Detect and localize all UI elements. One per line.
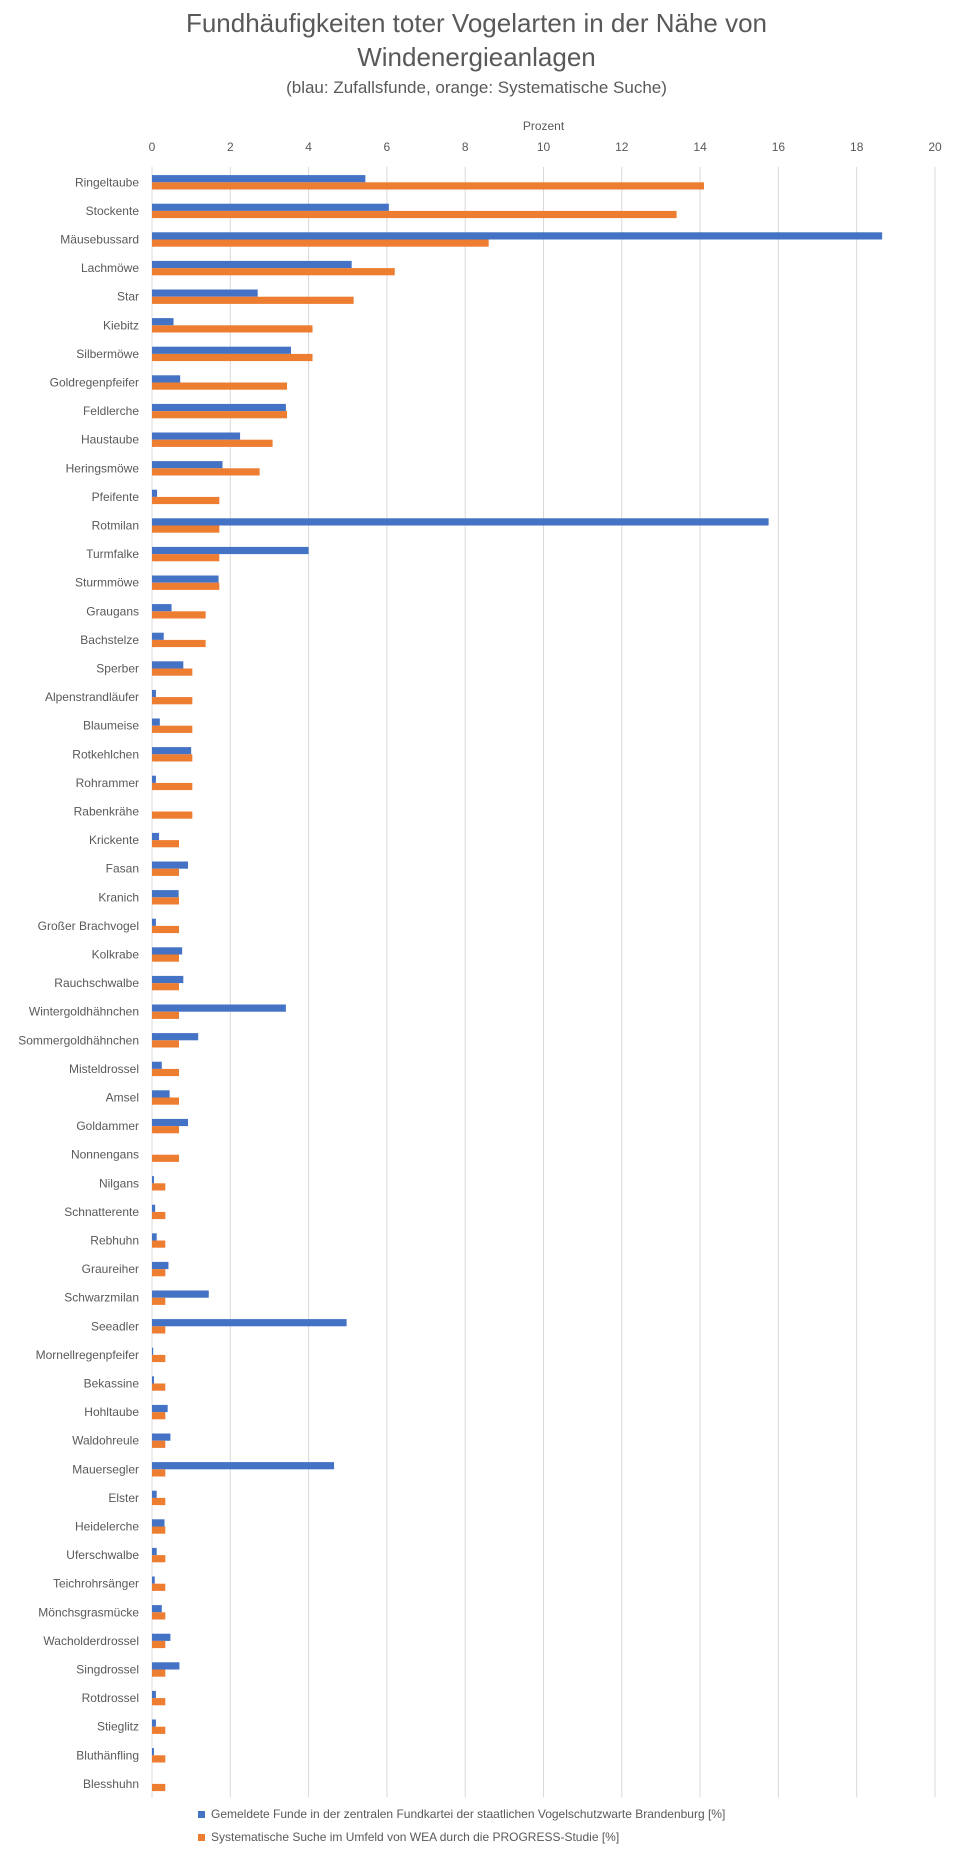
bar-orange xyxy=(152,411,287,418)
bar-blue xyxy=(152,919,156,926)
bar-orange xyxy=(152,1727,165,1734)
bar-orange xyxy=(152,354,313,361)
bar-blue xyxy=(152,1405,168,1412)
category-label: Stieglitz xyxy=(96,1719,139,1734)
bar-orange xyxy=(152,1126,179,1133)
category-label: Blesshuhn xyxy=(82,1776,139,1791)
category-label: Mornellregenpfeifer xyxy=(35,1347,139,1362)
category-label: Krickente xyxy=(88,833,139,848)
bar-orange xyxy=(152,1698,165,1705)
bar-orange xyxy=(152,440,273,447)
bar-orange xyxy=(152,1040,179,1047)
bar-orange xyxy=(152,1012,179,1019)
category-label: Rauchschwalbe xyxy=(54,976,139,991)
bar-orange xyxy=(152,1612,165,1619)
bar-orange xyxy=(152,983,179,990)
x-tick-label: 6 xyxy=(383,140,391,154)
bar-blue xyxy=(152,1548,157,1555)
category-label: Misteldrossel xyxy=(68,1061,139,1076)
bar-orange xyxy=(152,1212,165,1219)
category-label: Graugans xyxy=(86,604,139,619)
chart-title-line2: Windenergieanlagen xyxy=(357,42,596,72)
bar-blue xyxy=(152,719,160,726)
category-label: Haustaube xyxy=(80,432,139,447)
category-label: Fasan xyxy=(105,861,139,876)
bar-blue xyxy=(152,633,164,640)
bar-orange xyxy=(152,1298,165,1305)
bar-blue xyxy=(152,1720,156,1727)
x-tick-label: 18 xyxy=(850,140,864,154)
category-label: Blaumeise xyxy=(82,718,139,733)
category-label: Seeadler xyxy=(90,1319,139,1334)
category-label: Schwarzmilan xyxy=(64,1290,139,1305)
category-label: Bekassine xyxy=(83,1376,139,1391)
bar-blue xyxy=(152,576,219,583)
bar-orange xyxy=(152,554,219,561)
category-label: Star xyxy=(116,289,139,304)
bar-blue xyxy=(152,1376,154,1383)
legend-swatch-blue xyxy=(198,1811,205,1818)
bar-blue xyxy=(152,1062,162,1069)
bar-blue xyxy=(152,1033,198,1040)
bar-orange xyxy=(152,1641,165,1648)
bar-blue xyxy=(152,1205,155,1212)
bar-orange xyxy=(152,1155,179,1162)
category-label: Wintergoldhähnchen xyxy=(28,1004,139,1019)
bar-blue xyxy=(152,318,174,325)
category-label: Sommergoldhähnchen xyxy=(18,1033,139,1048)
category-label: Wacholderdrossel xyxy=(43,1633,139,1648)
category-label: Schnatterente xyxy=(64,1204,139,1219)
category-label: Rohrammer xyxy=(75,775,139,790)
legend-label-series2: Systematische Suche im Umfeld von WEA durch die PROGRESS-Studie [%] xyxy=(211,1830,620,1844)
category-label: Sperber xyxy=(96,661,139,676)
x-tick-label: 10 xyxy=(536,140,551,154)
category-label: Elster xyxy=(108,1490,139,1505)
bar-orange xyxy=(152,325,313,332)
bar-blue xyxy=(152,461,222,468)
bar-blue xyxy=(152,1605,162,1612)
bar-orange xyxy=(152,869,179,876)
bar-blue xyxy=(152,1519,165,1526)
category-label: Ringeltaube xyxy=(74,175,139,190)
category-label: Heringsmöwe xyxy=(65,461,139,476)
category-label: Goldregenpfeifer xyxy=(49,375,139,390)
bar-blue xyxy=(152,604,172,611)
x-axis-label: Prozent xyxy=(522,119,565,133)
bar-orange xyxy=(152,583,219,590)
bar-orange xyxy=(152,1384,165,1391)
category-label: Mönchsgrasmücke xyxy=(38,1605,139,1620)
bar-blue xyxy=(152,1748,154,1755)
bar-blue xyxy=(152,976,183,983)
chart-subtitle: (blau: Zufallsfunde, orange: Systematische Suche) xyxy=(286,78,667,97)
category-label: Rebhuhn xyxy=(90,1233,139,1248)
category-label: Hohltaube xyxy=(84,1405,139,1420)
bar-blue xyxy=(152,261,352,268)
category-label: Goldammer xyxy=(76,1119,139,1134)
bar-orange xyxy=(152,297,354,304)
x-tick-label: 20 xyxy=(928,140,942,154)
legend-label-series1: Gemeldete Funde in der zentralen Fundkartei der staatlichen Vogelschutzwarte Brandenburg [%] xyxy=(211,1807,726,1821)
chart-title-line1: Fundhäufigkeiten toter Vogelarten in der Nähe von xyxy=(185,8,768,38)
bar-blue xyxy=(152,347,291,354)
x-tick-label: 12 xyxy=(615,140,629,154)
bar-blue xyxy=(152,175,365,182)
bar-blue xyxy=(152,1462,334,1469)
bar-orange xyxy=(152,1498,165,1505)
x-tick-label: 2 xyxy=(226,140,234,154)
bar-orange xyxy=(152,1584,165,1591)
bar-blue xyxy=(152,1090,170,1097)
x-tick-label: 8 xyxy=(461,140,469,154)
category-label: Kranich xyxy=(98,890,139,905)
bar-orange xyxy=(152,1183,165,1190)
category-label: Mäusebussard xyxy=(60,232,139,247)
bar-blue xyxy=(152,375,180,382)
bar-blue xyxy=(152,776,156,783)
bar-orange xyxy=(152,1269,165,1276)
bar-orange xyxy=(152,640,206,647)
bar-blue xyxy=(152,1577,155,1584)
bar-blue xyxy=(152,404,286,411)
bar-orange xyxy=(152,526,219,533)
category-label: Teichrohrsänger xyxy=(52,1576,139,1591)
bar-orange xyxy=(152,1784,165,1791)
bar-blue xyxy=(152,1634,170,1641)
bar-orange xyxy=(152,812,192,819)
bar-blue xyxy=(152,518,769,525)
category-label: Rotdrossel xyxy=(81,1691,139,1706)
bar-orange xyxy=(152,754,192,761)
bar-blue xyxy=(152,204,389,211)
bar-orange xyxy=(152,1098,179,1105)
bar-orange xyxy=(152,955,179,962)
category-label: Heidelerche xyxy=(74,1519,139,1534)
category-label: Singdrossel xyxy=(76,1662,139,1677)
category-label: Pfeifente xyxy=(91,489,139,504)
legend-swatch-orange xyxy=(198,1834,205,1841)
bar-orange xyxy=(152,1755,165,1762)
bar-blue xyxy=(152,1005,286,1012)
category-label: Stockente xyxy=(85,203,139,218)
category-label: Graureiher xyxy=(81,1262,139,1277)
bar-orange xyxy=(152,611,206,618)
bar-blue xyxy=(152,947,182,954)
bar-orange xyxy=(152,926,179,933)
legend-item-series1 xyxy=(198,1807,725,1821)
bar-blue xyxy=(152,747,191,754)
bar-orange xyxy=(152,697,192,704)
x-tick-label: 0 xyxy=(148,140,156,154)
bar-orange xyxy=(152,468,260,475)
bar-blue xyxy=(152,1233,157,1240)
bar-orange xyxy=(152,669,192,676)
category-label: Uferschwalbe xyxy=(66,1548,139,1563)
category-label: Bluthänfling xyxy=(76,1748,139,1763)
category-label: Rotkehlchen xyxy=(72,747,139,762)
legend-item-series2 xyxy=(198,1830,619,1844)
x-tick-label: 4 xyxy=(305,140,312,154)
bar-blue xyxy=(152,1262,168,1269)
bar-orange xyxy=(152,897,179,904)
bar-orange xyxy=(152,1555,165,1562)
bar-orange xyxy=(152,1326,165,1333)
bar-orange xyxy=(152,1412,165,1419)
bar-blue xyxy=(152,232,882,239)
category-label: Sturmmöwe xyxy=(74,575,139,590)
category-label: Kiebitz xyxy=(102,318,139,333)
category-label: Mauersegler xyxy=(72,1462,139,1477)
bar-blue xyxy=(152,547,309,554)
category-label: Turmfalke xyxy=(86,547,139,562)
category-label: Alpenstrandläufer xyxy=(44,690,139,705)
bar-blue xyxy=(152,1691,156,1698)
category-label: Silbermöwe xyxy=(76,346,139,361)
category-label: Nonnengans xyxy=(70,1147,139,1162)
category-label: Feldlerche xyxy=(82,404,139,419)
category-label: Rotmilan xyxy=(91,518,139,533)
bar-blue xyxy=(152,290,258,297)
bar-blue xyxy=(152,1348,153,1355)
category-label: Großer Brachvogel xyxy=(37,918,139,933)
bar-orange xyxy=(152,840,179,847)
bar-blue xyxy=(152,1434,170,1441)
bar-orange xyxy=(152,383,287,390)
bar-orange xyxy=(152,1469,165,1476)
x-tick-label: 16 xyxy=(771,140,786,154)
bar-orange xyxy=(152,1670,165,1677)
category-label: Amsel xyxy=(105,1090,139,1105)
bar-orange xyxy=(152,240,489,247)
bar-orange xyxy=(152,1527,165,1534)
bar-blue xyxy=(152,1176,154,1183)
bar-orange xyxy=(152,1355,165,1362)
bar-orange xyxy=(152,1241,165,1248)
bar-orange xyxy=(152,726,192,733)
category-label: Rabenkrähe xyxy=(73,804,139,819)
category-label: Lachmöwe xyxy=(80,261,139,276)
bar-blue xyxy=(152,1291,209,1298)
bar-blue xyxy=(152,433,240,440)
bar-blue xyxy=(152,1491,157,1498)
bar-blue xyxy=(152,661,183,668)
category-label: Bachstelze xyxy=(80,632,139,647)
bar-blue xyxy=(152,1662,179,1669)
category-label: Kolkrabe xyxy=(91,947,139,962)
bar-orange xyxy=(152,211,677,218)
bar-blue xyxy=(152,890,179,897)
category-label: Nilgans xyxy=(98,1176,139,1191)
bar-blue xyxy=(152,1319,347,1326)
bar-orange xyxy=(152,1069,179,1076)
bar-orange xyxy=(152,1441,165,1448)
bar-blue xyxy=(152,690,156,697)
bar-orange xyxy=(152,783,192,790)
bar-orange xyxy=(152,268,395,275)
bar-blue xyxy=(152,833,159,840)
bar-blue xyxy=(152,490,157,497)
bar-orange xyxy=(152,182,704,189)
bar-blue xyxy=(152,1119,188,1126)
category-label: Waldohreule xyxy=(72,1433,139,1448)
bar-blue xyxy=(152,862,188,869)
x-tick-label: 14 xyxy=(693,140,707,154)
bar-orange xyxy=(152,497,219,504)
